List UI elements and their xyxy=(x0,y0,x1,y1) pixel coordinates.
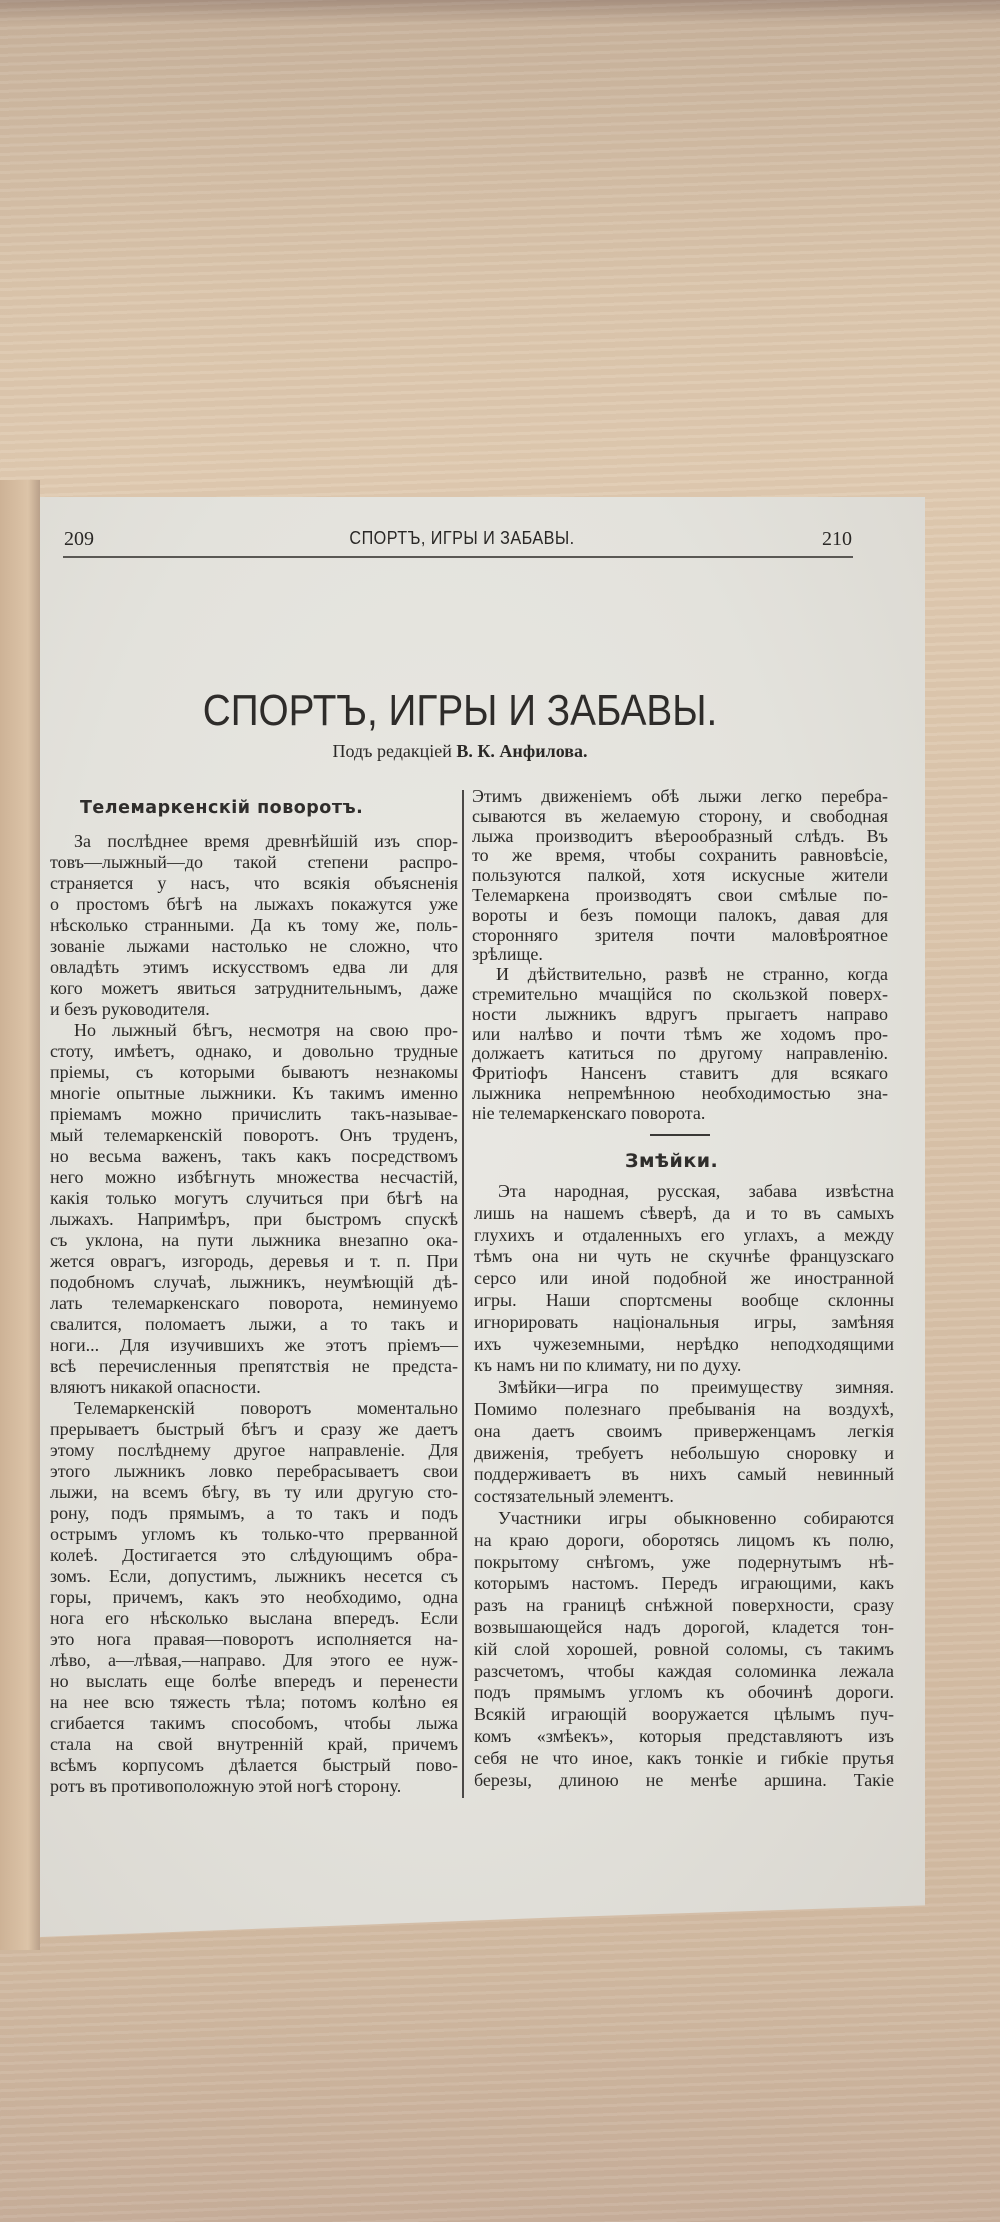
text-line: покрытому снѣгомъ, уже подернутымъ нѣ- xyxy=(474,1551,894,1572)
text-line: или налѣво и почти тѣмъ же ходомъ про- xyxy=(472,1023,888,1044)
text-line: съ уклона, на пути лыжника внезапно ока- xyxy=(50,1230,458,1250)
paragraph xyxy=(50,1020,458,1398)
text-line: которымъ настомъ. Передъ играющими, какъ xyxy=(474,1573,894,1594)
text-line: овладѣть этимъ искусствомъ едва ли для xyxy=(50,957,458,977)
text-line: пріемы, съ которыми бываютъ незнакомы xyxy=(50,1062,458,1082)
text-line: мый телемаркенскій поворотъ. Онъ труденъ, xyxy=(50,1125,458,1145)
text-line: сторонняго зрителя почти маловѣроятное xyxy=(472,924,888,945)
book-cover-edge xyxy=(0,480,40,1950)
paragraph xyxy=(50,831,458,1020)
text-line: пользуются палкой, хотя искусные жители xyxy=(472,865,888,886)
text-line: жется оврагъ, изгородь, деревья и т. п. При xyxy=(50,1251,458,1271)
column-divider xyxy=(462,790,464,1798)
text-line: какія только могутъ случиться при бѣгѣ на xyxy=(50,1188,458,1208)
byline-prefix: Подъ редакціей xyxy=(332,741,452,761)
text-line: себя не что иное, какъ тонкіе и гибкіе прутья xyxy=(474,1747,894,1768)
text-line: лыжника непремѣнною необходимостью зна- xyxy=(472,1082,888,1103)
text-line: игры. Наши спортсмены вообще склонны xyxy=(474,1289,894,1310)
text-line: кій слой хорошей, ровной соломы, съ такимъ xyxy=(474,1638,894,1659)
text-line: лишь на нашемъ сѣверѣ, да и то въ самыхъ xyxy=(474,1202,894,1223)
text-line: подобномъ случаѣ, лыжникъ, неумѣющій дѣ- xyxy=(50,1272,458,1292)
text-line: сгибается такимъ способомъ, чтобы лыжа xyxy=(50,1713,458,1733)
text-line: Змѣйки—игра по преимуществу зимняя. xyxy=(498,1377,894,1398)
text-line: на краю дороги, оборотясь лицомъ къ полю, xyxy=(474,1529,894,1550)
text-line: Телемаркенскій поворотъ моментально xyxy=(74,1398,458,1418)
text-line: этому послѣднему другое направленіе. Для xyxy=(50,1440,458,1460)
text-line: товъ—лыжный—до такой степени распро- xyxy=(50,852,458,872)
text-line: тѣмъ она ни чуть не скучнѣе французскаго xyxy=(474,1246,894,1267)
text-line: серсо или иной подобной же иностранной xyxy=(474,1268,894,1289)
text-line: стремительно мчащійся по скользкой поверх- xyxy=(472,983,888,1004)
text-line: стала на свой внутренній край, причемъ xyxy=(50,1734,458,1754)
text-line: лать телемаркенскаго поворота, неминуемо xyxy=(50,1293,458,1313)
right-column-text xyxy=(474,1181,894,1791)
text-line: Эта народная, русская, забава извѣстна xyxy=(498,1181,894,1201)
text-line: о простомъ бѣгѣ на лыжахъ покажутся уже xyxy=(50,894,458,914)
text-line: нѣсколько странными. Да къ тому же, поль- xyxy=(50,915,458,935)
text-line: вороты и безъ помощи палокъ, давая для xyxy=(472,904,888,925)
text-line: возвышающейся надъ дорогой, кладется тон- xyxy=(474,1616,894,1637)
text-line: этого лыжникъ ловко перебрасываетъ свои xyxy=(50,1461,458,1481)
text-line: Но лыжный бѣгъ, несмотря на свою про- xyxy=(74,1020,458,1040)
text-line: разсчетомъ, чтобы каждая соломинка лежала xyxy=(474,1660,894,1681)
text-line: глухихъ и отдаленныхъ его углахъ, а между xyxy=(474,1224,894,1245)
text-line: сываются въ желаемую сторону, и свободная xyxy=(472,805,888,826)
text-line: прерываетъ быстрый бѣгъ и сразу же даетъ xyxy=(50,1419,458,1439)
text-line: всѣ перечисленныя препятствія не предста- xyxy=(50,1356,458,1376)
text-line: свалится, поломаетъ лыжи, а то такъ и xyxy=(50,1314,458,1334)
text-line: и безъ руководителя. xyxy=(50,999,210,1019)
text-line: она даетъ своимъ приверженцамъ легкія xyxy=(474,1420,894,1441)
article-heading-telemark: Телемаркенскій поворотъ. xyxy=(80,798,364,818)
text-line: вляютъ никакой опасности. xyxy=(50,1377,261,1397)
section-title: СПОРТЪ, ИГРЫ И ЗАБАВЫ. xyxy=(202,686,718,735)
page-number-left: 209 xyxy=(64,528,94,550)
byline xyxy=(250,741,670,762)
text-line: состязательный элементъ. xyxy=(474,1486,674,1507)
text-line: лыжа производитъ вѣерообразный слѣдъ. Въ xyxy=(472,825,888,846)
text-line: Телемаркена производятъ свои смѣлые по- xyxy=(472,884,888,905)
text-line: кого можетъ явиться затруднительнымъ, даже xyxy=(50,978,458,998)
text-line: него можно избѣгнуть множества несчастій, xyxy=(50,1167,458,1187)
header-rule xyxy=(63,556,853,558)
text-line: ности лыжникъ вдругъ прыгаетъ направо xyxy=(472,1003,888,1024)
text-line: пріемамъ можно причислить такъ-называе- xyxy=(50,1104,458,1124)
paragraph xyxy=(474,1377,894,1508)
running-title: СПОРТЪ, ИГРЫ И ЗАБАВЫ. xyxy=(349,528,575,548)
right-column-continuation xyxy=(472,787,888,1124)
paragraph xyxy=(472,965,888,1123)
text-line: подъ прямымъ угломъ къ обочинѣ дороги. xyxy=(474,1682,894,1703)
text-line: лѣво, а—лѣвая,—направо. Для этого ее нуж- xyxy=(50,1650,458,1670)
text-line: на нее всю тяжесть тѣла; потомъ колѣно ея xyxy=(50,1692,458,1712)
text-line: всѣмъ корпусомъ дѣлается быстрый пово- xyxy=(50,1755,458,1775)
text-line: поддерживаетъ въ нихъ самый невинный xyxy=(474,1464,894,1485)
text-line: ротъ въ противоположную этой ногѣ сторону. xyxy=(50,1776,402,1796)
text-line: то же время, чтобы сохранить равновѣсіе, xyxy=(472,845,888,866)
text-line: Помимо полезнаго пребыванія на воздухѣ, xyxy=(474,1398,894,1419)
text-line: комъ «змѣекъ», которыя представляютъ изъ xyxy=(474,1725,894,1746)
text-line: многіе опытные лыжники. Къ такимъ именно xyxy=(50,1083,458,1103)
text-line: зрѣлище. xyxy=(472,944,543,965)
article-heading-zmeyki: Змѣйки. xyxy=(625,1150,719,1172)
text-line: острымъ угломъ къ только-что прерванной xyxy=(50,1524,458,1544)
text-line: стоту, имѣетъ, однако, и довольно трудные xyxy=(50,1041,458,1061)
left-column-text xyxy=(50,831,458,1797)
text-line: Фритіофъ Нансенъ ставитъ для всякаго xyxy=(472,1063,888,1084)
text-line: разъ на границѣ снѣжной поверхности, сразу xyxy=(474,1595,894,1616)
text-line: Этимъ движеніемъ обѣ лыжи легко перебра- xyxy=(472,786,888,806)
text-line: Участники игры обыкновенно собираются xyxy=(498,1507,894,1528)
text-line: но выслать еще болѣе впередъ и перенести xyxy=(50,1671,458,1691)
text-line: это нога правая—поворотъ исполняется на- xyxy=(50,1629,458,1649)
text-line: зомъ. Если, допустимъ, лыжникъ несется съ xyxy=(50,1566,458,1586)
text-line: ихъ чужеземными, нерѣдко неподходящими xyxy=(474,1333,894,1354)
paragraph xyxy=(474,1181,894,1377)
text-line: зованіе лыжами настолько не сложно, что xyxy=(50,936,458,956)
text-line: лыжахъ. Напримѣръ, при быстромъ спускѣ xyxy=(50,1209,458,1229)
paragraph xyxy=(474,1508,894,1791)
paragraph xyxy=(472,787,888,965)
text-line: должаетъ катиться по другому направленію. xyxy=(472,1043,888,1064)
text-line: нога его нѣсколько выслана впередъ. Если xyxy=(50,1608,458,1628)
text-line: рону, подъ прямымъ, а то такъ и подъ xyxy=(50,1503,458,1523)
text-line: колеѣ. Достигается это слѣдующимъ обра- xyxy=(50,1545,458,1565)
text-line: къ намъ ни по климату, ни по духу. xyxy=(474,1355,742,1376)
text-line: страняется у насъ, что всякія объясненія xyxy=(50,873,458,893)
text-line: но весьма важенъ, такъ какъ посредствомъ xyxy=(50,1146,458,1166)
article-separator xyxy=(650,1134,710,1136)
text-line: горы, причемъ, какъ это необходимо, одна xyxy=(50,1587,458,1607)
byline-editor: В. К. Анфилова. xyxy=(456,741,588,761)
text-line: ніе телемаркенскаго поворота. xyxy=(472,1102,706,1123)
text-line: Всякій играющій вооружается цѣлымъ пуч- xyxy=(474,1704,894,1725)
paragraph xyxy=(50,1398,458,1797)
text-line: За послѣднее время древнѣйшій изъ спор- xyxy=(74,831,458,851)
text-line: лыжи, на всемъ бѣгу, въ ту или другую сто- xyxy=(50,1482,458,1502)
text-line: березы, длиною не менѣе аршина. Такіе xyxy=(474,1769,894,1790)
text-line: ноги... Для изучившихъ же этотъ пріемъ— xyxy=(50,1335,458,1355)
text-line: движенія, требуетъ небольшую сноровку и xyxy=(474,1442,894,1463)
page-number-right: 210 xyxy=(822,528,852,550)
text-line: игнорировать національныя игры, замѣняя xyxy=(474,1311,894,1332)
text-line: И дѣйствительно, развѣ не странно, когда xyxy=(496,964,888,985)
